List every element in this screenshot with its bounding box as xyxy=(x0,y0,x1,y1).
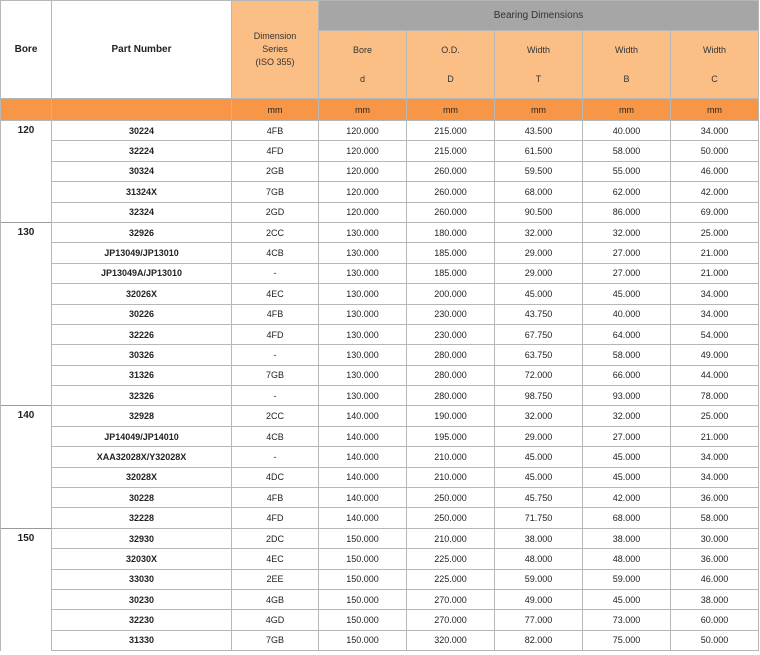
unit-cell: mm xyxy=(319,99,407,121)
width-b-cell: 45.000 xyxy=(583,467,671,487)
bore-d-cell: 130.000 xyxy=(319,284,407,304)
width-c-cell: 78.000 xyxy=(671,386,759,406)
width-b-cell: 59.000 xyxy=(583,569,671,589)
width-b-cell: 45.000 xyxy=(583,589,671,609)
bore-d-cell: 150.000 xyxy=(319,610,407,630)
table-row xyxy=(1,508,759,528)
width-t-cell: 48.000 xyxy=(495,549,583,569)
width-t-cell: 43.500 xyxy=(495,121,583,141)
od-cell: 190.000 xyxy=(407,406,495,426)
col-letter: D xyxy=(447,73,454,84)
table-row xyxy=(1,528,759,548)
table-row xyxy=(1,141,759,161)
col-letter: C xyxy=(711,73,718,84)
width-t-cell: 29.000 xyxy=(495,243,583,263)
part-number-cell: 30226 xyxy=(52,304,232,324)
col-letter: B xyxy=(623,73,630,84)
dimension-series-cell: 7GB xyxy=(232,365,319,385)
width-t-cell: 29.000 xyxy=(495,263,583,283)
dimension-series-cell: 4GD xyxy=(232,610,319,630)
width-t-cell: 77.000 xyxy=(495,610,583,630)
width-b-cell: 27.000 xyxy=(583,263,671,283)
width-b-cell: 86.000 xyxy=(583,202,671,222)
bore-group-cell: 150 xyxy=(1,528,52,650)
bearing-dimensions-header: Bearing Dimensions xyxy=(319,1,759,31)
units-row xyxy=(1,99,759,121)
dimension-series-cell: 4CB xyxy=(232,426,319,446)
width-c-cell: 25.000 xyxy=(671,406,759,426)
width-c-cell: 34.000 xyxy=(671,467,759,487)
od-cell: 270.000 xyxy=(407,610,495,630)
width-b-cell: 27.000 xyxy=(583,426,671,446)
table-row xyxy=(1,406,759,426)
part-number-cell: JP13049/JP13010 xyxy=(52,243,232,263)
od-cell: 280.000 xyxy=(407,365,495,385)
table-row xyxy=(1,263,759,283)
part-number-cell: 32324 xyxy=(52,202,232,222)
part-number-cell: 32326 xyxy=(52,386,232,406)
width-t-cell: 72.000 xyxy=(495,365,583,385)
width-c-cell: 34.000 xyxy=(671,121,759,141)
width-b-cell: 62.000 xyxy=(583,182,671,202)
col-header-width-c xyxy=(671,31,759,99)
part-number-cell: 32030X xyxy=(52,549,232,569)
od-cell: 260.000 xyxy=(407,182,495,202)
dimension-series-cell: 4FD xyxy=(232,508,319,528)
table-body xyxy=(1,121,759,651)
width-t-cell: 90.500 xyxy=(495,202,583,222)
table-row xyxy=(1,121,759,141)
od-cell: 215.000 xyxy=(407,121,495,141)
width-t-cell: 43.750 xyxy=(495,304,583,324)
width-b-cell: 93.000 xyxy=(583,386,671,406)
table-row xyxy=(1,569,759,589)
bore-d-cell: 130.000 xyxy=(319,365,407,385)
bore-d-cell: 140.000 xyxy=(319,406,407,426)
od-cell: 250.000 xyxy=(407,508,495,528)
width-c-cell: 38.000 xyxy=(671,589,759,609)
unit-cell: mm xyxy=(671,99,759,121)
table-row xyxy=(1,630,759,650)
part-number-cell: 32930 xyxy=(52,528,232,548)
od-cell: 230.000 xyxy=(407,324,495,344)
width-t-cell: 63.750 xyxy=(495,345,583,365)
width-b-cell: 66.000 xyxy=(583,365,671,385)
width-b-cell: 58.000 xyxy=(583,141,671,161)
table-row xyxy=(1,182,759,202)
width-c-cell: 21.000 xyxy=(671,243,759,263)
col-header-bore-d xyxy=(319,31,407,99)
width-t-cell: 38.000 xyxy=(495,528,583,548)
od-cell: 225.000 xyxy=(407,549,495,569)
table-row xyxy=(1,202,759,222)
bore-d-cell: 120.000 xyxy=(319,161,407,181)
dimension-series-cell: 4FB xyxy=(232,121,319,141)
part-number-cell: 31326 xyxy=(52,365,232,385)
unit-cell: mm xyxy=(495,99,583,121)
part-number-cell: 30224 xyxy=(52,121,232,141)
width-t-cell: 98.750 xyxy=(495,386,583,406)
bore-header: Bore xyxy=(1,1,52,99)
width-b-cell: 48.000 xyxy=(583,549,671,569)
width-t-cell: 59.500 xyxy=(495,161,583,181)
width-t-cell: 68.000 xyxy=(495,182,583,202)
od-cell: 185.000 xyxy=(407,243,495,263)
table-row xyxy=(1,589,759,609)
width-c-cell: 34.000 xyxy=(671,447,759,467)
table-row xyxy=(1,161,759,181)
dimension-series-line-1: Dimension xyxy=(253,31,297,41)
table-row xyxy=(1,549,759,569)
od-cell: 280.000 xyxy=(407,386,495,406)
dimension-series-cell: 2GB xyxy=(232,161,319,181)
dimension-series-cell: 7GB xyxy=(232,182,319,202)
od-cell: 185.000 xyxy=(407,263,495,283)
od-cell: 250.000 xyxy=(407,488,495,508)
bore-d-cell: 150.000 xyxy=(319,589,407,609)
dimension-series-line-3: (ISO 355) xyxy=(255,57,295,67)
dimension-series-cell: 4EC xyxy=(232,284,319,304)
col-header-width-b xyxy=(583,31,671,99)
width-b-cell: 75.000 xyxy=(583,630,671,650)
od-cell: 320.000 xyxy=(407,630,495,650)
table-row xyxy=(1,386,759,406)
width-c-cell: 60.000 xyxy=(671,610,759,630)
bore-d-cell: 130.000 xyxy=(319,263,407,283)
dimension-series-cell: 4GB xyxy=(232,589,319,609)
width-t-cell: 45.750 xyxy=(495,488,583,508)
width-t-cell: 67.750 xyxy=(495,324,583,344)
bore-d-cell: 120.000 xyxy=(319,202,407,222)
width-b-cell: 40.000 xyxy=(583,121,671,141)
dimension-series-cell: 4DC xyxy=(232,467,319,487)
col-letter: d xyxy=(359,73,365,84)
bore-group-cell: 140 xyxy=(1,406,52,528)
width-b-cell: 42.000 xyxy=(583,488,671,508)
col-letter: T xyxy=(535,73,542,84)
width-b-cell: 64.000 xyxy=(583,324,671,344)
unit-cell xyxy=(1,99,52,121)
bore-group-cell: 120 xyxy=(1,121,52,223)
table-row xyxy=(1,324,759,344)
col-label: Width xyxy=(703,44,727,55)
part-number-cell: 32026X xyxy=(52,284,232,304)
unit-cell: mm xyxy=(232,99,319,121)
width-b-cell: 45.000 xyxy=(583,447,671,467)
col-label: O.D. xyxy=(441,44,460,55)
part-number-cell: 32028X xyxy=(52,467,232,487)
width-t-cell: 82.000 xyxy=(495,630,583,650)
part-number-cell: XAA32028X/Y32028X xyxy=(52,447,232,467)
part-number-cell: 32230 xyxy=(52,610,232,630)
width-b-cell: 27.000 xyxy=(583,243,671,263)
od-cell: 260.000 xyxy=(407,202,495,222)
dimension-series-cell: 4FB xyxy=(232,304,319,324)
dimension-series-line-2: Series xyxy=(262,44,288,54)
od-cell: 210.000 xyxy=(407,528,495,548)
dimension-series-cell: 7GB xyxy=(232,630,319,650)
width-b-cell: 32.000 xyxy=(583,222,671,242)
width-c-cell: 50.000 xyxy=(671,141,759,161)
bore-d-cell: 130.000 xyxy=(319,222,407,242)
dimension-series-cell: 4FB xyxy=(232,488,319,508)
width-c-cell: 46.000 xyxy=(671,569,759,589)
width-b-cell: 55.000 xyxy=(583,161,671,181)
dimension-series-cell: - xyxy=(232,263,319,283)
width-t-cell: 32.000 xyxy=(495,222,583,242)
unit-cell: mm xyxy=(407,99,495,121)
bore-d-cell: 130.000 xyxy=(319,386,407,406)
dimension-series-cell: 4FD xyxy=(232,324,319,344)
width-t-cell: 49.000 xyxy=(495,589,583,609)
bore-d-cell: 140.000 xyxy=(319,508,407,528)
od-cell: 180.000 xyxy=(407,222,495,242)
table-row xyxy=(1,222,759,242)
bore-d-cell: 150.000 xyxy=(319,569,407,589)
part-number-cell: 32224 xyxy=(52,141,232,161)
dimension-series-cell: 4CB xyxy=(232,243,319,263)
width-c-cell: 54.000 xyxy=(671,324,759,344)
unit-cell xyxy=(52,99,232,121)
part-number-cell: 32228 xyxy=(52,508,232,528)
od-cell: 210.000 xyxy=(407,447,495,467)
width-b-cell: 58.000 xyxy=(583,345,671,365)
part-number-cell: JP13049A/JP13010 xyxy=(52,263,232,283)
bore-d-cell: 130.000 xyxy=(319,243,407,263)
width-t-cell: 45.000 xyxy=(495,447,583,467)
bore-d-cell: 150.000 xyxy=(319,549,407,569)
dimension-series-cell: - xyxy=(232,345,319,365)
width-c-cell: 30.000 xyxy=(671,528,759,548)
bore-d-cell: 130.000 xyxy=(319,345,407,365)
width-b-cell: 45.000 xyxy=(583,284,671,304)
width-t-cell: 71.750 xyxy=(495,508,583,528)
width-c-cell: 49.000 xyxy=(671,345,759,365)
od-cell: 230.000 xyxy=(407,304,495,324)
bore-d-cell: 130.000 xyxy=(319,324,407,344)
table-row xyxy=(1,243,759,263)
width-b-cell: 38.000 xyxy=(583,528,671,548)
od-cell: 210.000 xyxy=(407,467,495,487)
col-label: Width xyxy=(526,44,550,55)
width-c-cell: 36.000 xyxy=(671,549,759,569)
dimension-series-cell: 2DC xyxy=(232,528,319,548)
width-c-cell: 21.000 xyxy=(671,263,759,283)
width-t-cell: 45.000 xyxy=(495,467,583,487)
table-row xyxy=(1,304,759,324)
width-c-cell: 36.000 xyxy=(671,488,759,508)
table-row xyxy=(1,426,759,446)
table-row xyxy=(1,488,759,508)
width-c-cell: 34.000 xyxy=(671,304,759,324)
width-t-cell: 61.500 xyxy=(495,141,583,161)
part-number-cell: 31324X xyxy=(52,182,232,202)
unit-cell: mm xyxy=(583,99,671,121)
bore-d-cell: 120.000 xyxy=(319,182,407,202)
part-number-cell: 30326 xyxy=(52,345,232,365)
od-cell: 225.000 xyxy=(407,569,495,589)
table-row xyxy=(1,467,759,487)
width-c-cell: 69.000 xyxy=(671,202,759,222)
part-number-cell: JP14049/JP14010 xyxy=(52,426,232,446)
bore-d-cell: 120.000 xyxy=(319,121,407,141)
part-number-cell: 32926 xyxy=(52,222,232,242)
width-c-cell: 44.000 xyxy=(671,365,759,385)
table-row xyxy=(1,447,759,467)
width-b-cell: 32.000 xyxy=(583,406,671,426)
bore-group-cell: 130 xyxy=(1,222,52,406)
dimension-series-cell: 2CC xyxy=(232,406,319,426)
bore-d-cell: 120.000 xyxy=(319,141,407,161)
width-c-cell: 46.000 xyxy=(671,161,759,181)
part-number-cell: 31330 xyxy=(52,630,232,650)
bore-d-cell: 130.000 xyxy=(319,304,407,324)
dimension-series-header xyxy=(232,1,319,99)
width-c-cell: 21.000 xyxy=(671,426,759,446)
width-b-cell: 68.000 xyxy=(583,508,671,528)
od-cell: 270.000 xyxy=(407,589,495,609)
width-c-cell: 25.000 xyxy=(671,222,759,242)
dimension-series-cell: - xyxy=(232,447,319,467)
bore-d-cell: 140.000 xyxy=(319,467,407,487)
bore-d-cell: 150.000 xyxy=(319,630,407,650)
dimension-series-cell: 4EC xyxy=(232,549,319,569)
bore-d-cell: 140.000 xyxy=(319,488,407,508)
col-label: Width xyxy=(614,44,638,55)
width-t-cell: 45.000 xyxy=(495,284,583,304)
col-header-width-t xyxy=(495,31,583,99)
dimension-series-cell: 2EE xyxy=(232,569,319,589)
bore-d-cell: 150.000 xyxy=(319,528,407,548)
od-cell: 215.000 xyxy=(407,141,495,161)
width-c-cell: 42.000 xyxy=(671,182,759,202)
col-label: Bore xyxy=(352,44,372,55)
dimension-series-cell: 2CC xyxy=(232,222,319,242)
dimension-series-cell: - xyxy=(232,386,319,406)
part-number-cell: 32226 xyxy=(52,324,232,344)
col-header-od xyxy=(407,31,495,99)
bore-d-cell: 140.000 xyxy=(319,426,407,446)
part-number-cell: 30324 xyxy=(52,161,232,181)
width-c-cell: 58.000 xyxy=(671,508,759,528)
width-t-cell: 29.000 xyxy=(495,426,583,446)
od-cell: 260.000 xyxy=(407,161,495,181)
part-number-cell: 30228 xyxy=(52,488,232,508)
bore-d-cell: 140.000 xyxy=(319,447,407,467)
table-row xyxy=(1,284,759,304)
dimension-series-cell: 2GD xyxy=(232,202,319,222)
width-b-cell: 73.000 xyxy=(583,610,671,630)
od-cell: 200.000 xyxy=(407,284,495,304)
part-number-header: Part Number xyxy=(52,1,232,99)
od-cell: 195.000 xyxy=(407,426,495,446)
width-t-cell: 32.000 xyxy=(495,406,583,426)
table-row xyxy=(1,365,759,385)
table-row xyxy=(1,610,759,630)
part-number-cell: 33030 xyxy=(52,569,232,589)
od-cell: 280.000 xyxy=(407,345,495,365)
width-t-cell: 59.000 xyxy=(495,569,583,589)
width-b-cell: 40.000 xyxy=(583,304,671,324)
dimension-series-cell: 4FD xyxy=(232,141,319,161)
part-number-cell: 30230 xyxy=(52,589,232,609)
part-number-cell: 32928 xyxy=(52,406,232,426)
table-row xyxy=(1,345,759,365)
width-c-cell: 50.000 xyxy=(671,630,759,650)
width-c-cell: 34.000 xyxy=(671,284,759,304)
